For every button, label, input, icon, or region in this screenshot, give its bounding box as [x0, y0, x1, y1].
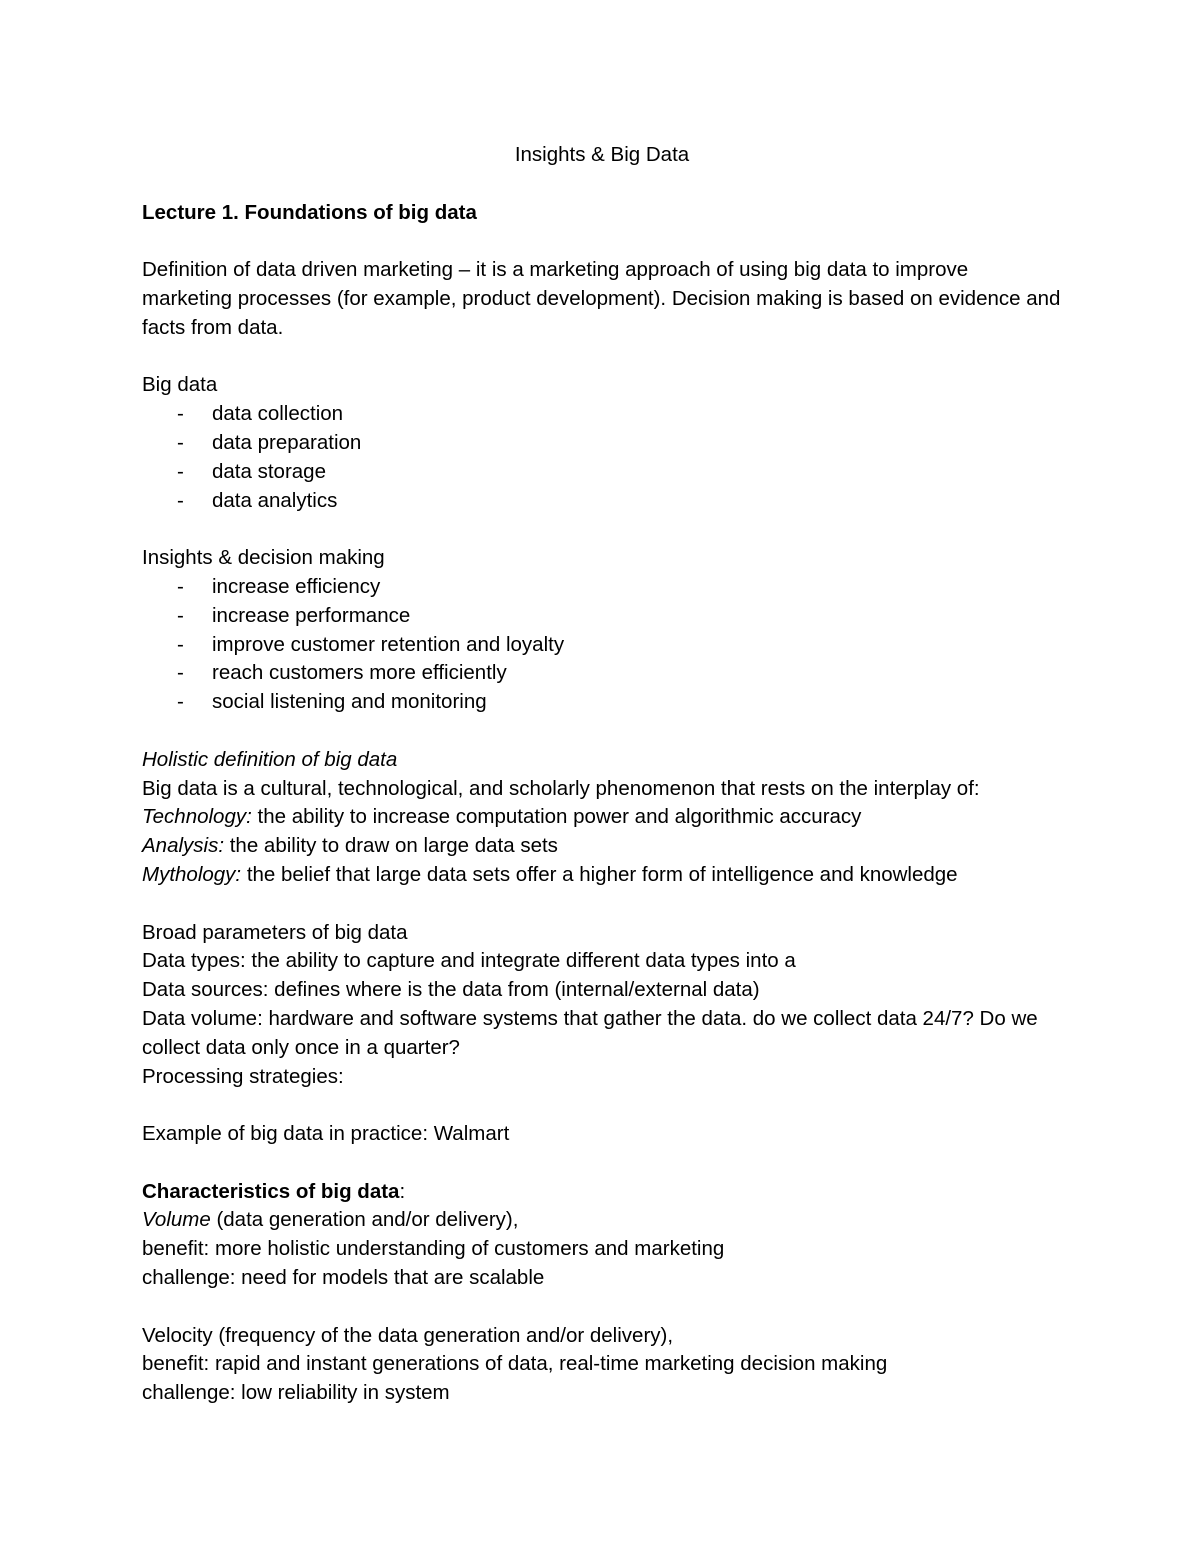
list-item-text: data storage	[212, 459, 326, 483]
list-item-text: increase performance	[212, 603, 411, 627]
list-item	[142, 631, 1062, 660]
volume-text: (data generation and/or delivery),	[210, 1208, 519, 1232]
list-item	[142, 487, 1062, 516]
spacer	[142, 515, 1062, 544]
volume-term: Volume	[142, 1208, 211, 1232]
list-item	[142, 400, 1062, 429]
analysis-text: the ability to draw on large data sets	[224, 834, 558, 858]
dash-bullet: -	[177, 574, 184, 598]
volume-benefit: benefit: more holistic understanding of customers and marketing	[142, 1237, 725, 1261]
list-item-text: data collection	[212, 402, 344, 426]
data-sources-line: Data sources: defines where is the data from (internal/external data)	[142, 978, 760, 1002]
characteristics-heading: Characteristics of big data	[142, 1179, 400, 1203]
spacer	[142, 1149, 1062, 1178]
list-item	[142, 659, 1062, 688]
broad-heading: Broad parameters of big data	[142, 920, 408, 944]
insights-list	[142, 573, 1062, 717]
dash-bullet: -	[177, 661, 184, 685]
list-item	[142, 573, 1062, 602]
technology-text: the ability to increase computation power and algorithmic accuracy	[251, 805, 862, 829]
list-item-text: increase efficiency	[212, 574, 381, 598]
technology-term: Technology:	[142, 805, 252, 829]
list-item-text: social listening and monitoring	[212, 690, 487, 714]
spacer	[142, 170, 1062, 199]
big-data-list	[142, 400, 1062, 515]
volume-challenge: challenge: need for models that are scalable	[142, 1266, 545, 1290]
spacer	[142, 1091, 1062, 1120]
analysis-term: Analysis:	[142, 834, 225, 858]
dash-bullet: -	[177, 690, 184, 714]
mythology-text: the belief that large data sets offer a higher form of intelligence and knowledge	[241, 862, 958, 886]
insights-heading: Insights & decision making	[142, 546, 385, 570]
dash-bullet: -	[177, 632, 184, 656]
lecture-heading: Lecture 1. Foundations of big data	[142, 200, 477, 224]
spacer	[142, 890, 1062, 919]
technology-line	[142, 803, 1062, 832]
list-item-text: reach customers more efficiently	[212, 661, 507, 685]
spacer	[142, 227, 1062, 256]
spacer	[142, 1293, 1062, 1322]
velocity-line: Velocity (frequency of the data generation and/or delivery),	[142, 1323, 674, 1347]
data-volume-line: Data volume: hardware and software systems that gather the data. do we collect data 24/7? Do we collect data only once in a quarter?	[142, 1006, 1038, 1059]
definition-paragraph: Definition of data driven marketing – it is a marketing approach of using big data to improve marketing processes (for example, product development). Decision making is based on evidence and facts from data.	[142, 258, 1061, 339]
list-item	[142, 602, 1062, 631]
dash-bullet: -	[177, 459, 184, 483]
holistic-intro: Big data is a cultural, technological, and scholarly phenomenon that rests on the interplay of:	[142, 776, 980, 800]
list-item-text: data analytics	[212, 488, 338, 512]
example-line: Example of big data in practice: Walmart	[142, 1122, 510, 1146]
dash-bullet: -	[177, 603, 184, 627]
dash-bullet: -	[177, 430, 184, 454]
spacer	[142, 343, 1062, 372]
velocity-challenge: challenge: low reliability in system	[142, 1381, 450, 1405]
mythology-line	[142, 861, 1062, 890]
mythology-term: Mythology:	[142, 862, 242, 886]
document-content	[142, 141, 1062, 1408]
processing-line: Processing strategies:	[142, 1064, 344, 1088]
document-title: Insights & Big Data	[514, 143, 690, 166]
data-types-line: Data types: the ability to capture and integrate different data types into a	[142, 949, 796, 973]
holistic-heading: Holistic definition of big data	[142, 747, 398, 771]
dash-bullet: -	[177, 402, 184, 426]
big-data-heading: Big data	[142, 373, 218, 397]
list-item-text: data preparation	[212, 430, 362, 454]
analysis-line	[142, 832, 1062, 861]
list-item	[142, 429, 1062, 458]
list-item-text: improve customer retention and loyalty	[212, 632, 565, 656]
list-item	[142, 458, 1062, 487]
velocity-benefit: benefit: rapid and instant generations of data, real-time marketing decision making	[142, 1352, 888, 1376]
list-item	[142, 688, 1062, 717]
volume-line	[142, 1206, 1062, 1235]
characteristics-heading-line	[142, 1178, 1062, 1207]
characteristics-colon: :	[399, 1179, 406, 1203]
spacer	[142, 717, 1062, 746]
dash-bullet: -	[177, 488, 184, 512]
